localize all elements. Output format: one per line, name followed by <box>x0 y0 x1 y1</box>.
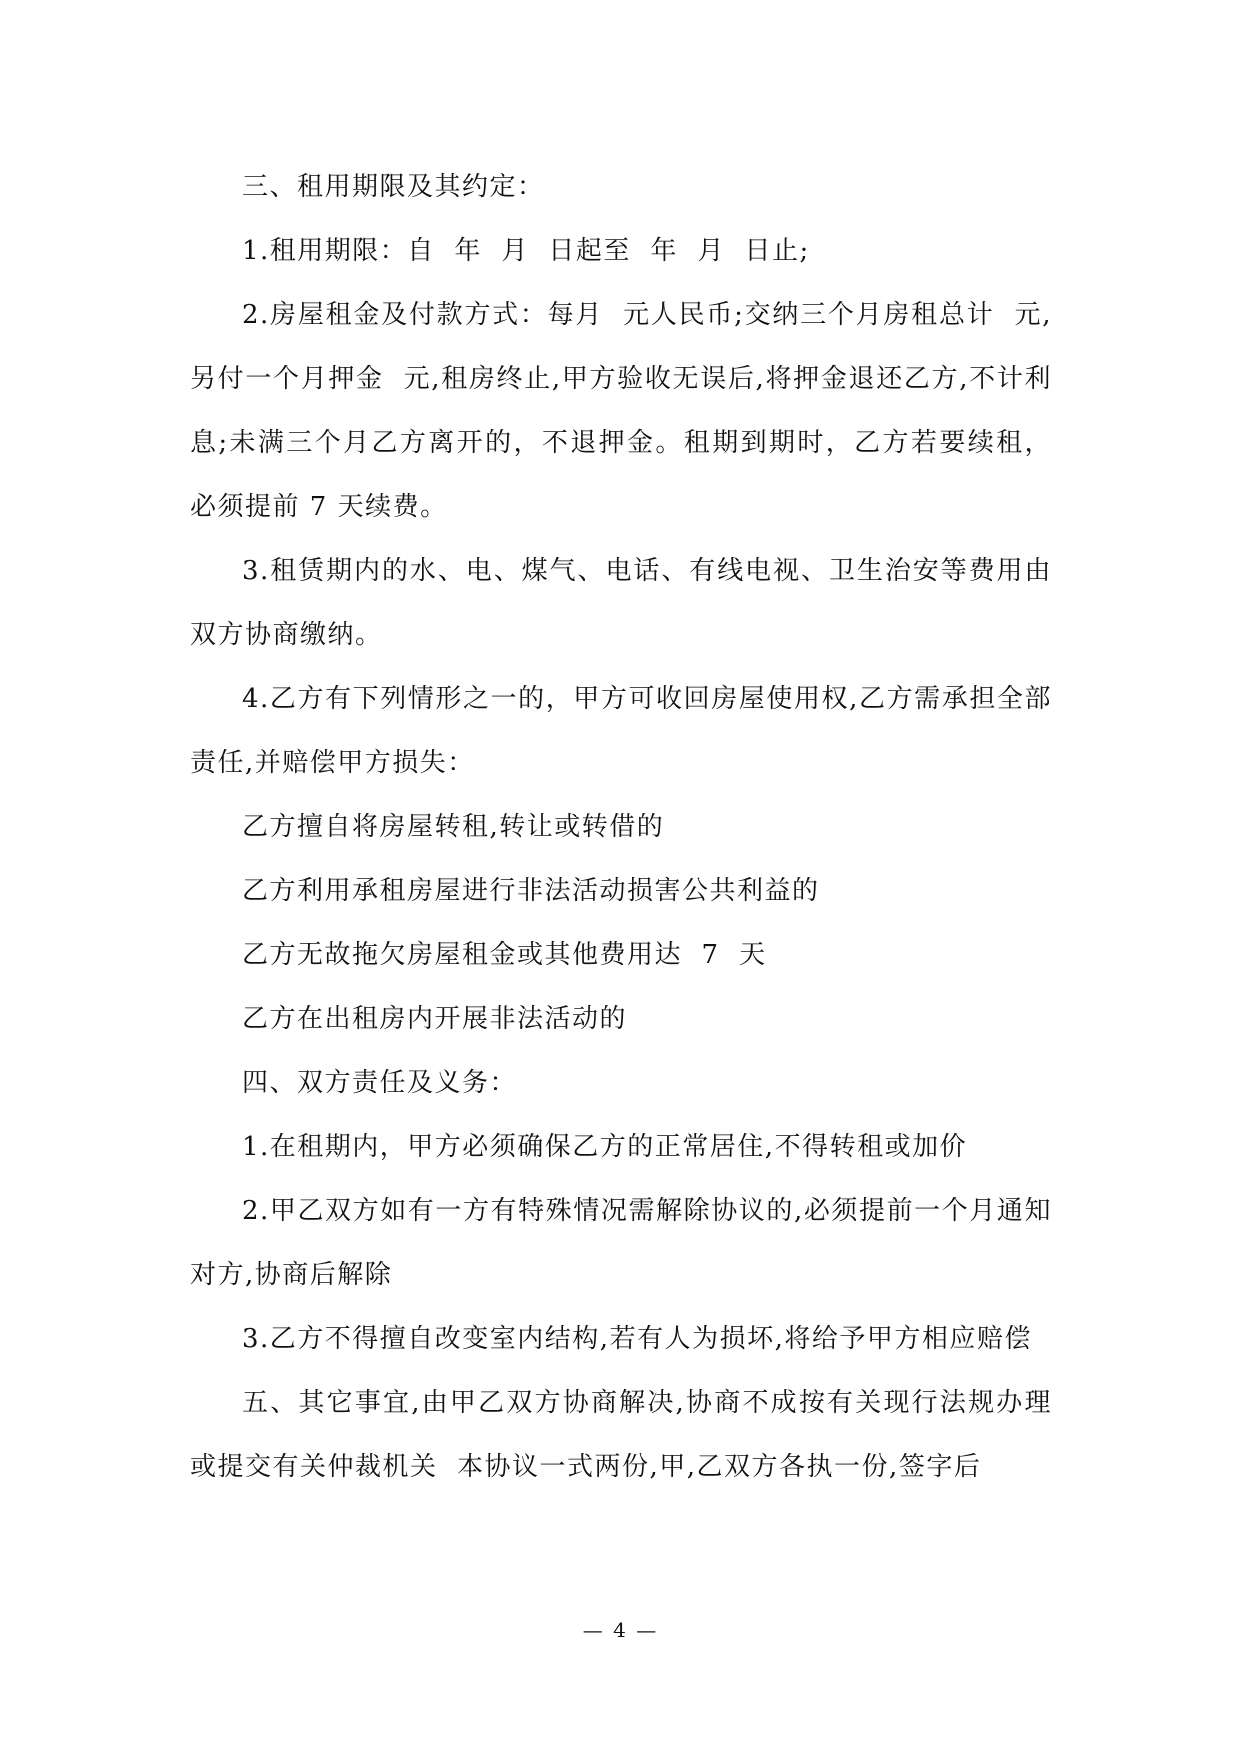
condition-illegal-activity: 乙方在出租房内开展非法活动的 <box>242 1004 628 1034</box>
page-number: — 4 — <box>582 1618 659 1642</box>
duty-no-alteration: 3.乙方不得擅自改变室内结构,若有人为损坏,将给予甲方相应赔偿 <box>242 1324 1032 1354</box>
clause-lease-period: 1.租用期限：自 年 月 日起至 年 月 日止; <box>242 236 810 266</box>
section-heading-term: 三、租用期限及其约定： <box>242 172 545 202</box>
section-heading-duties: 四、双方责任及义务： <box>242 1068 518 1098</box>
condition-illegal-use: 乙方利用承租房屋进行非法活动损害公共利益的 <box>242 876 820 906</box>
condition-arrears: 乙方无故拖欠房屋租金或其他费用达 7 天 <box>242 940 767 970</box>
condition-sublet: 乙方擅自将房屋转租,转让或转借的 <box>242 812 665 842</box>
duty-early-termination: 2.甲乙双方如有一方有特殊情况需解除协议的,必须提前一个月通知对方,协商后解除 <box>190 1196 1052 1290</box>
document-body <box>190 155 1052 1499</box>
clause-utilities: 3.租赁期内的水、电、煤气、电话、有线电视、卫生治安等费用由双方协商缴纳。 <box>190 556 1052 650</box>
clause-termination-conditions: 4.乙方有下列情形之一的，甲方可收回房屋使用权,乙方需承担全部责任,并赔偿甲方损失： <box>190 684 1052 778</box>
duty-landlord: 1.在租期内，甲方必须确保乙方的正常居住,不得转租或加价 <box>242 1132 968 1162</box>
section-other-matters: 五、其它事宜,由甲乙双方协商解决,协商不成按有关现行法规办理或提交有关仲裁机关 本协议一式两份,甲,乙双方各执一份,签字后 <box>190 1388 1052 1482</box>
clause-rent-payment: 2.房屋租金及付款方式：每月 元人民币;交纳三个月房租总计 元,另付一个月押金 元,租房终止,甲方验收无误后,将押金退还乙方,不计利息;未满三个月乙方离开的，不退押金。租期到期时，乙方若要续租，必须提前 7 天续费。 <box>190 300 1052 522</box>
